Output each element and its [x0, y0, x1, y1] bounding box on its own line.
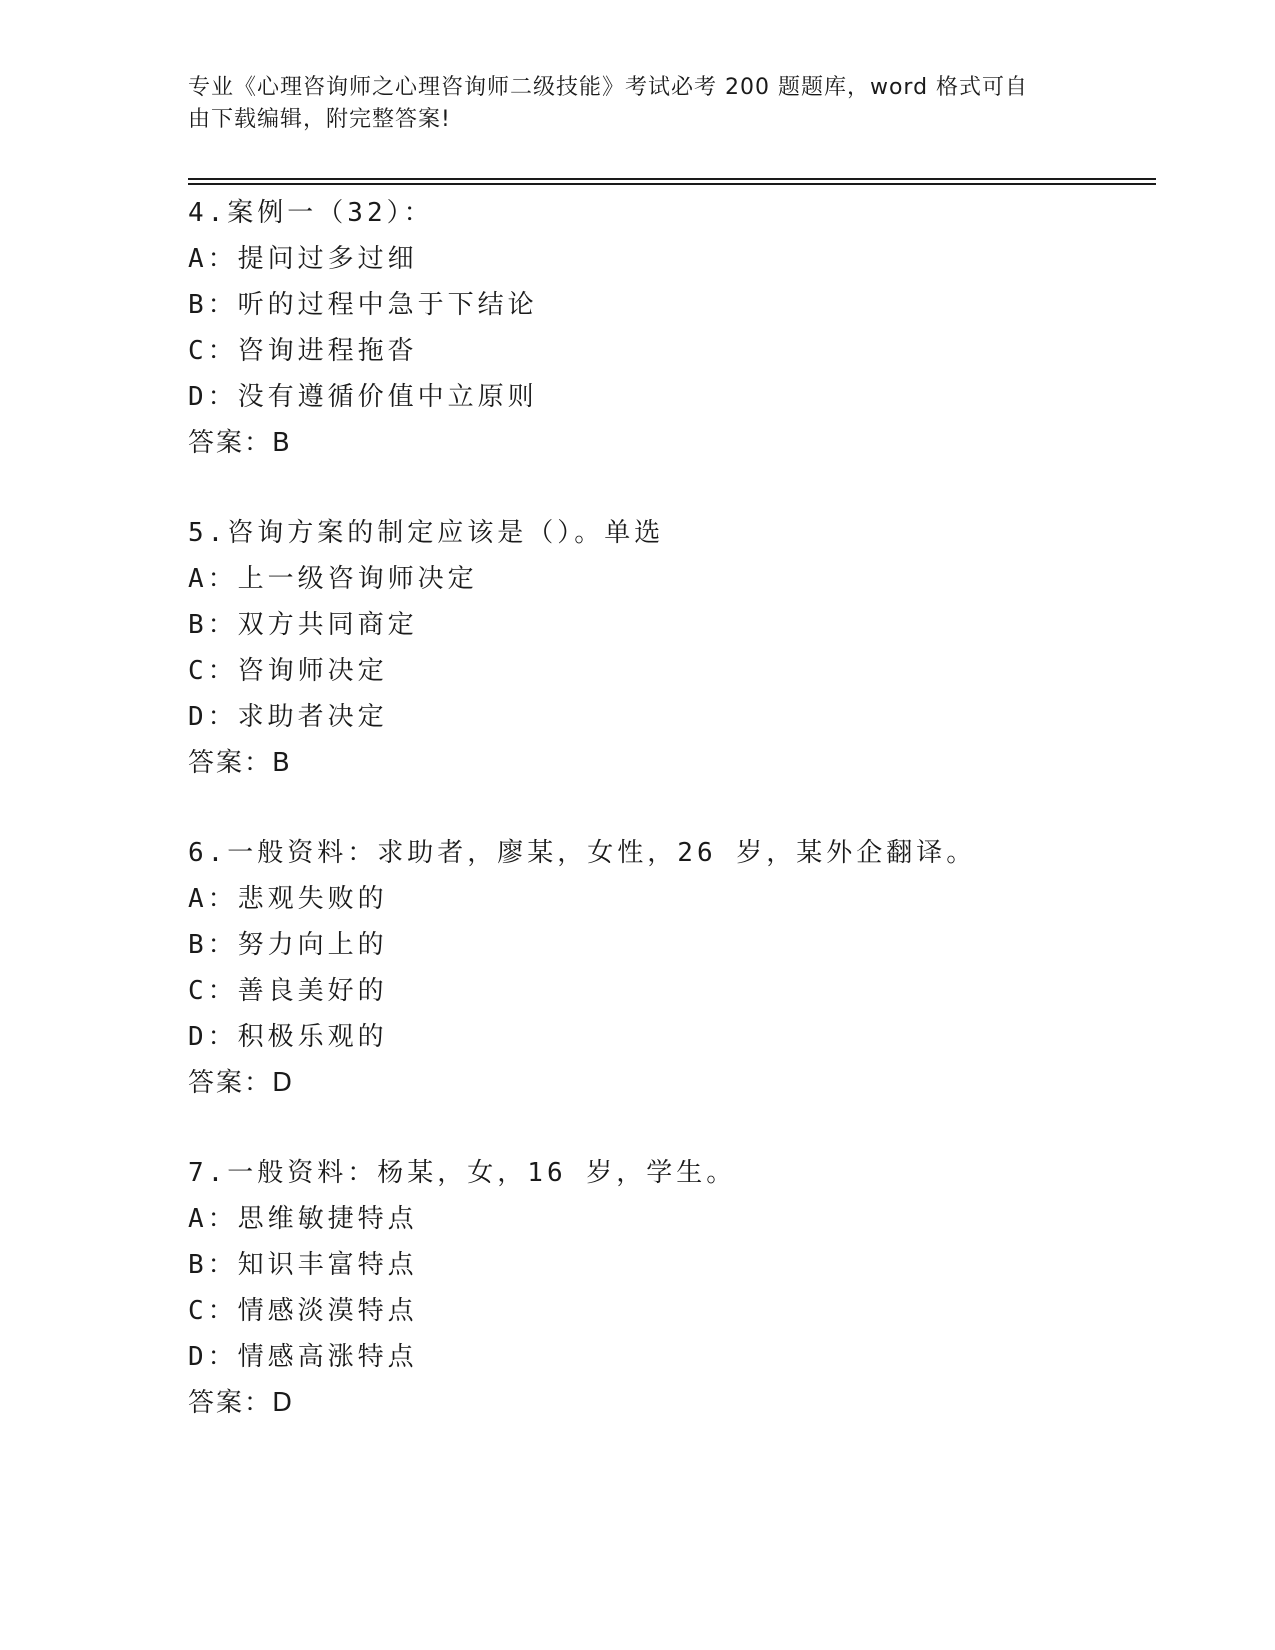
answer-label: 答案：B [188, 428, 292, 458]
option-c: C：咨询进程拖沓 [188, 336, 418, 366]
question-stem: 6.一般资料：求助者，廖某，女性，26 岁，某外企翻译。 [188, 838, 977, 868]
option-a: A：上一级咨询师决定 [188, 564, 478, 594]
answer-label: 答案：B [188, 748, 292, 778]
question-4 [188, 190, 1156, 466]
option-a: A：思维敏捷特点 [188, 1204, 418, 1234]
document-header [188, 72, 1078, 136]
option-b: B：努力向上的 [188, 930, 388, 960]
option-b: B：双方共同商定 [188, 610, 418, 640]
option-d: D：没有遵循价值中立原则 [188, 382, 538, 412]
option-d: D：求助者决定 [188, 702, 388, 732]
option-b: B：听的过程中急于下结论 [188, 290, 538, 320]
option-c: C：善良美好的 [188, 976, 388, 1006]
question-7 [188, 1150, 1156, 1426]
question-stem: 7.一般资料：杨某，女，16 岁，学生。 [188, 1158, 737, 1188]
option-c: C：情感淡漠特点 [188, 1296, 418, 1326]
option-a: A：提问过多过细 [188, 244, 418, 274]
option-c: C：咨询师决定 [188, 656, 388, 686]
option-d: D：情感高涨特点 [188, 1342, 418, 1372]
question-stem: 5.咨询方案的制定应该是（）。单选 [188, 518, 665, 548]
option-a: A：悲观失败的 [188, 884, 388, 914]
question-list [188, 190, 1156, 1470]
question-6 [188, 830, 1156, 1106]
header-divider-top [188, 178, 1156, 180]
answer-label: 答案：D [188, 1388, 295, 1418]
option-d: D：积极乐观的 [188, 1022, 388, 1052]
question-stem: 4.案例一（32）： [188, 198, 434, 228]
answer-label: 答案：D [188, 1068, 295, 1098]
question-5 [188, 510, 1156, 786]
header-line-2: 由下载编辑，附完整答案! [188, 107, 451, 132]
header-divider-bottom [188, 183, 1156, 185]
option-b: B：知识丰富特点 [188, 1250, 418, 1280]
header-line-1: 专业《心理咨询师之心理咨询师二级技能》考试必考 200 题题库，word 格式可自 [188, 75, 1029, 100]
